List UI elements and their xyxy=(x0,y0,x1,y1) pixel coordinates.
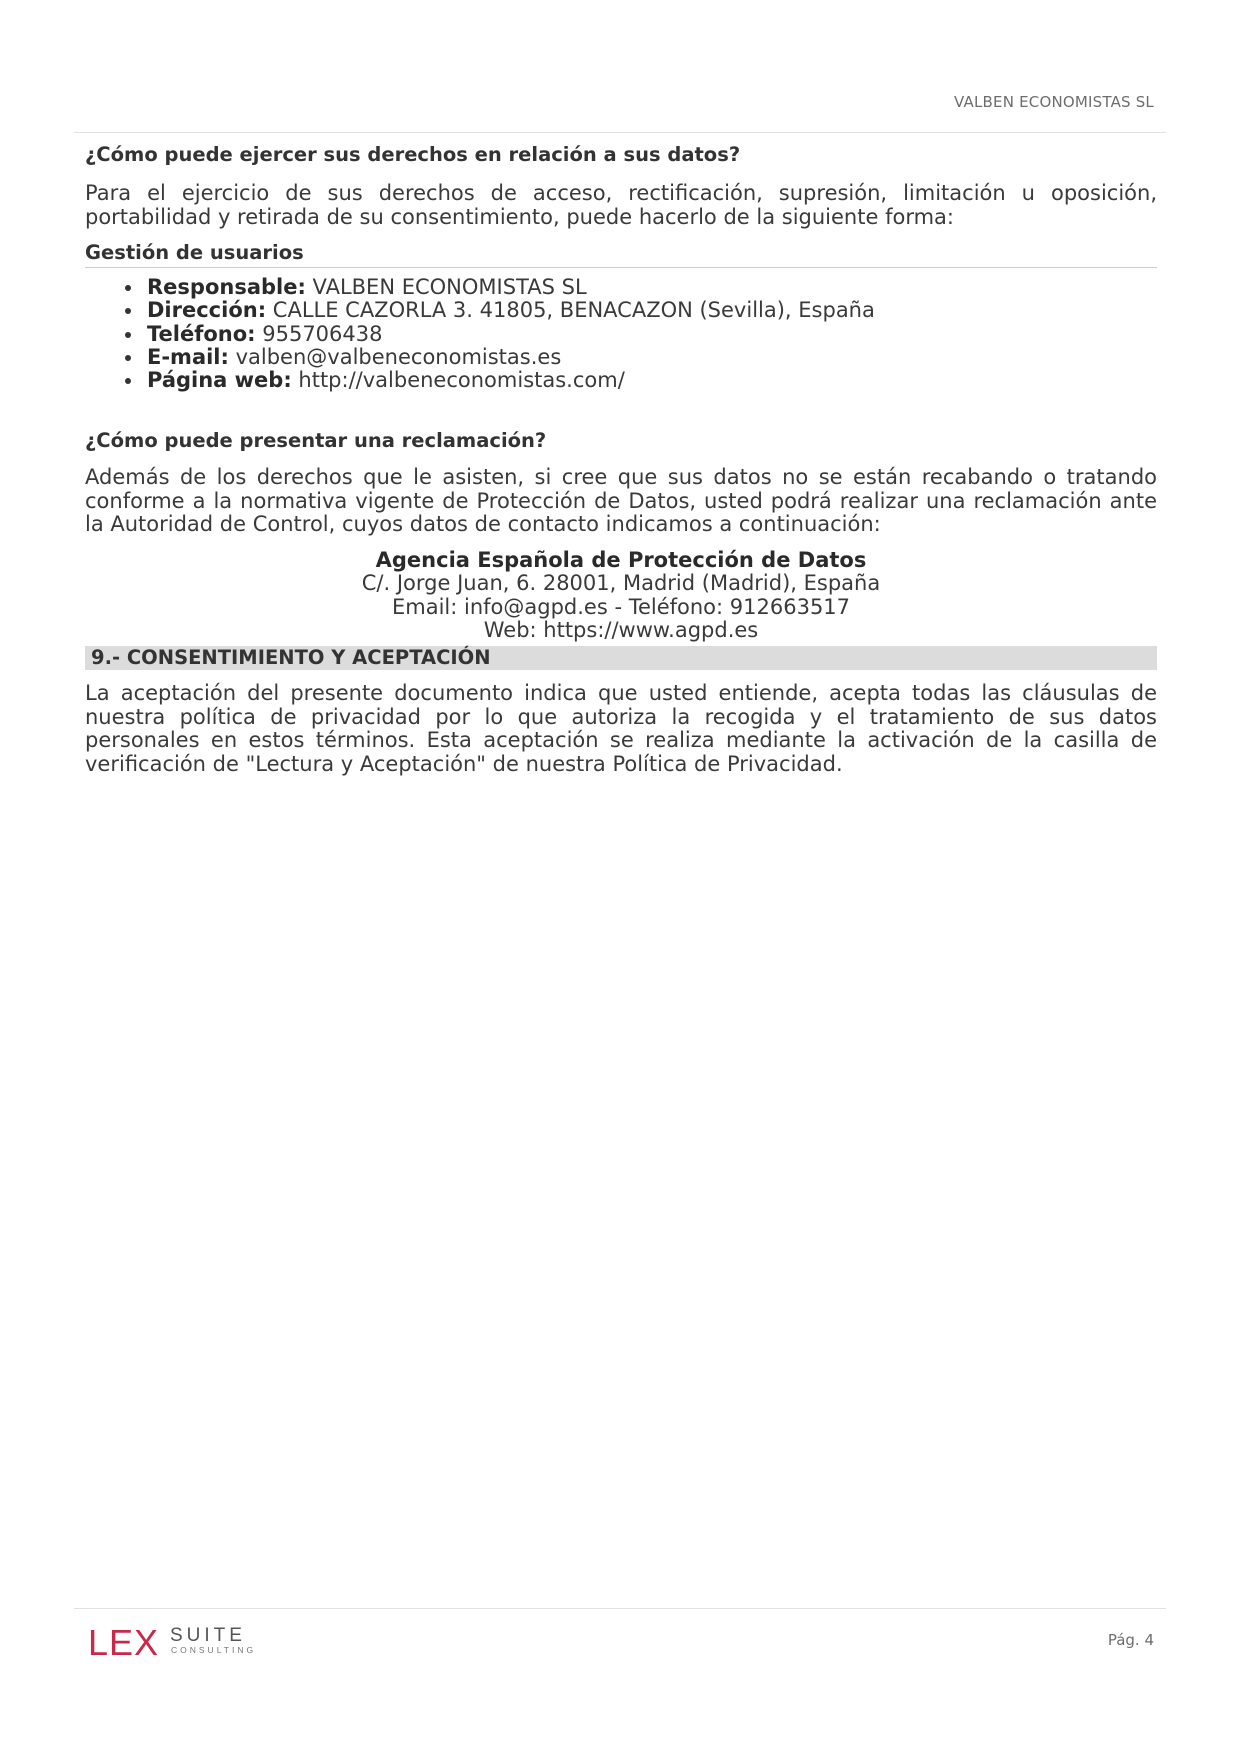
user-management-heading: Gestión de usuarios xyxy=(85,239,1157,268)
header-company-name: VALBEN ECONOMISTAS SL xyxy=(954,93,1154,111)
bullet-icon xyxy=(125,285,131,291)
page-header xyxy=(74,86,1166,133)
contact-value: VALBEN ECONOMISTAS SL xyxy=(305,275,587,299)
lex-suite-logo xyxy=(88,1621,278,1661)
logo-consulting-text: CONSULTING xyxy=(171,1645,257,1655)
agency-contact-block xyxy=(85,549,1157,642)
contact-email-link[interactable]: valben@valbeneconomistas.es xyxy=(228,344,562,369)
agency-web: Web: https://www.agpd.es xyxy=(483,617,759,642)
contact-value: 955706438 xyxy=(255,321,383,346)
consent-section-title: 9.- CONSENTIMIENTO Y ACEPTACIÓN xyxy=(85,646,1157,670)
contact-label: Teléfono: xyxy=(147,321,256,346)
claim-question-heading: ¿Cómo puede presentar una reclamación? xyxy=(85,429,547,453)
bullet-icon xyxy=(125,332,131,338)
logo-suite-text: SUITE xyxy=(170,1625,246,1646)
contact-item-email xyxy=(147,346,1157,369)
agency-contact: Email: info@agpd.es - Teléfono: 912663517 xyxy=(391,594,851,619)
rights-question-heading: ¿Cómo puede ejercer sus derechos en relación a sus datos? xyxy=(85,143,741,166)
contact-label: Dirección: xyxy=(147,298,267,323)
rights-intro-paragraph: Para el ejercicio de sus derechos de acceso, rectificación, supresión, limitación u oposición, portabilidad y retirada de su consentimiento, puede hacerlo de la siguiente forma: xyxy=(85,181,1157,229)
contact-item-responsible xyxy=(147,276,1157,299)
consent-paragraph: La aceptación del presente documento indica que usted entiende, acepta todas las cláusulas de nuestra política de privacidad por lo que autoriza la recogida y el tratamiento de sus datos personales en estos términos. Esta aceptación se realiza mediante la activación de la casilla de verificación de "Lectura y Aceptación" de nuestra Política de Privacidad. xyxy=(85,681,1157,776)
contact-item-website xyxy=(147,369,1157,392)
agency-name: Agencia Española de Protección de Datos xyxy=(375,547,867,572)
contact-website-link[interactable]: http://valbeneconomistas.com/ xyxy=(291,368,625,393)
bullet-icon xyxy=(125,355,131,361)
page-footer xyxy=(74,1608,1166,1669)
contact-label: Página web: xyxy=(147,368,292,393)
page-number: Pág. 4 xyxy=(1107,1631,1154,1649)
contact-label: E-mail: xyxy=(147,344,229,369)
contact-label: Responsable: xyxy=(147,275,306,299)
bullet-icon xyxy=(125,308,131,314)
document-body xyxy=(85,140,1157,776)
contact-list xyxy=(85,276,1157,392)
bullet-icon xyxy=(125,378,131,384)
agency-address: C/. Jorge Juan, 6. 28001, Madrid (Madrid), España xyxy=(361,571,881,596)
contact-value: CALLE CAZORLA 3. 41805, BENACAZON (Sevilla), España xyxy=(266,298,875,323)
contact-item-address xyxy=(147,299,1157,322)
logo-lex-text: LEX xyxy=(88,1622,160,1661)
contact-item-phone xyxy=(147,323,1157,346)
claim-paragraph: Además de los derechos que le asisten, si cree que sus datos no se están recabando o tratando conforme a la normativa vigente de Protección de Datos, usted podrá realizar una reclamación ante la Autoridad de Control, cuyos datos de contacto indicamos a continuación: xyxy=(85,465,1157,537)
